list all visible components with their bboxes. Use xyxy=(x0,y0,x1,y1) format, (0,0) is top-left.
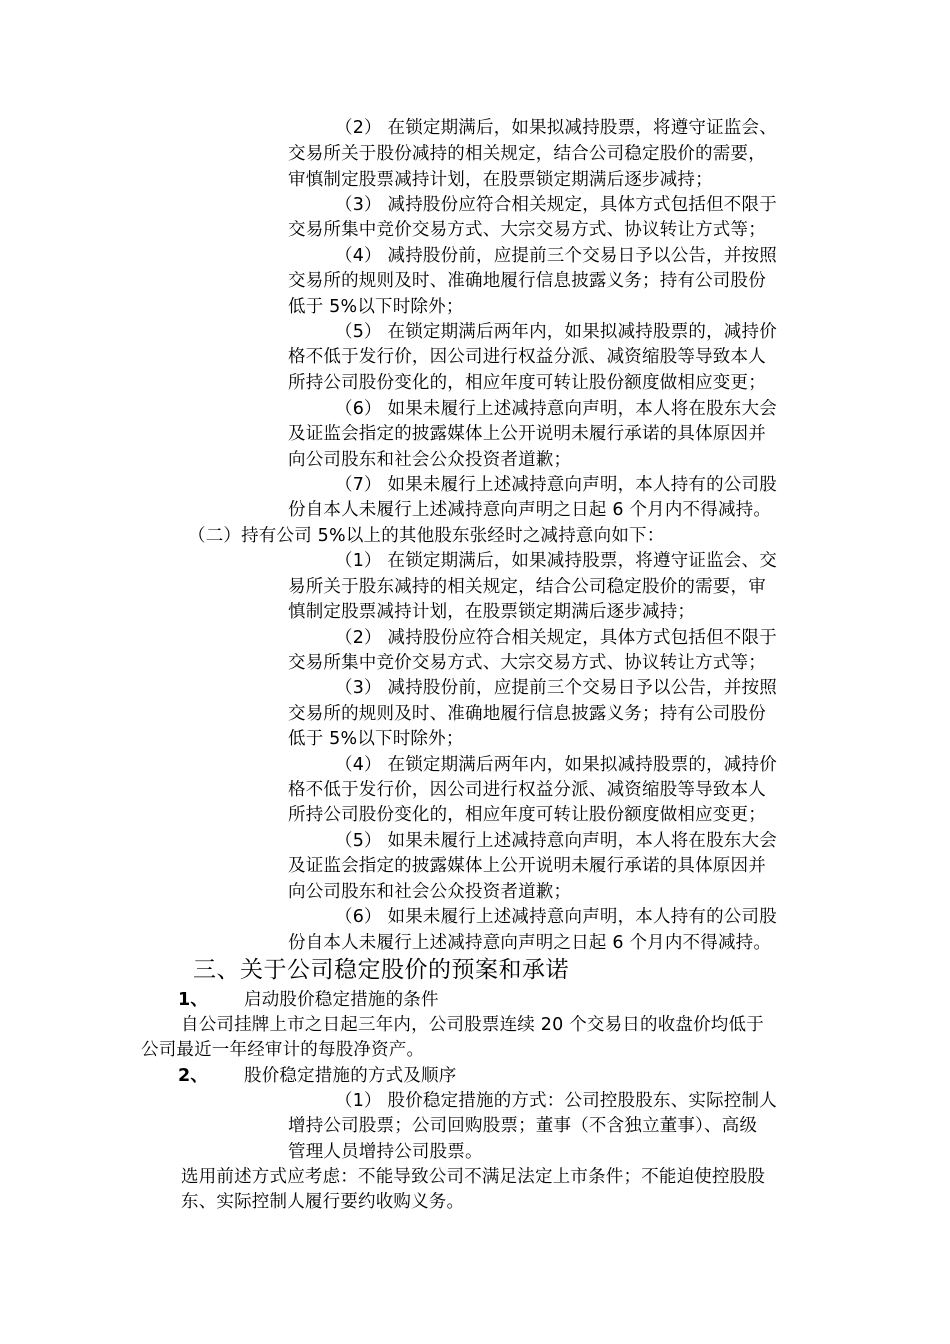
s1-item6-line1: （6） 如果未履行上述减持意向声明，本人将在股东大会 xyxy=(335,399,777,419)
s1-item6-line3: 向公司股东和社会公众投资者道歉； xyxy=(288,450,572,470)
s2-item3-line3: 低于 5%以下时除外； xyxy=(288,729,464,749)
section-three-heading: 三、关于公司稳定股价的预案和承诺 xyxy=(193,957,569,983)
s2-item1-line3: 慎制定股票减持计划，在股票锁定期满后逐步减持； xyxy=(288,602,696,622)
item2-note-line2: 东、实际控制人履行要约收购义务。 xyxy=(181,1192,465,1212)
s2-item2-line2: 交易所集中竞价交易方式、大宗交易方式、协议转让方式等； xyxy=(288,653,766,673)
s1-item7-line2: 份自本人未履行上述减持意向声明之日起 6 个月内不得减持。 xyxy=(288,500,772,520)
s1-item2-line2: 交易所关于股份减持的相关规定，结合公司稳定股价的需要， xyxy=(288,144,766,164)
s1-item5-line2: 格不低于发行价，因公司进行权益分派、减资缩股等导致本人 xyxy=(288,347,766,367)
s1-item5-line1: （5） 在锁定期满后两年内，如果拟减持股票的，减持价 xyxy=(335,322,777,342)
s2-item2-line1: （2） 减持股份应符合相关规定，具体方式包括但不限于 xyxy=(335,628,777,648)
subheading-two: （二）持有公司 5%以上的其他股东张经时之减持意向如下： xyxy=(188,526,665,546)
s1-item3-line2: 交易所集中竞价交易方式、大宗交易方式、协议转让方式等； xyxy=(288,220,766,240)
item2-sub-line1: （1） 股价稳定措施的方式：公司控股股东、实际控制人 xyxy=(335,1091,777,1111)
s2-item4-line3: 所持公司股份变化的，相应年度可转让股份额度做相应变更； xyxy=(288,805,766,825)
s1-item4-line1: （4） 减持股份前，应提前三个交易日予以公告，并按照 xyxy=(335,246,777,266)
item1-body-line1: 自公司挂牌上市之日起三年内，公司股票连续 20 个交易日的收盘价均低于 xyxy=(181,1015,764,1035)
item1-title: 启动股价稳定措施的条件 xyxy=(244,990,439,1010)
item1-body-line2: 公司最近一年经审计的每股净资产。 xyxy=(141,1040,425,1060)
s2-item5-line3: 向公司股东和社会公众投资者道歉； xyxy=(288,882,572,902)
s1-item5-line3: 所持公司股份变化的，相应年度可转让股份额度做相应变更； xyxy=(288,373,766,393)
s2-item6-line1: （6） 如果未履行上述减持意向声明，本人持有的公司股 xyxy=(335,907,777,927)
s1-item2-line3: 审慎制定股票减持计划，在股票锁定期满后逐步减持； xyxy=(288,170,713,190)
s2-item4-line1: （4） 在锁定期满后两年内，如果拟减持股票的，减持价 xyxy=(335,755,777,775)
item2-sub-line3: 管理人员增持公司股票。 xyxy=(288,1142,483,1162)
s2-item3-line2: 交易所的规则及时、准确地履行信息披露义务；持有公司股份 xyxy=(288,704,766,724)
s1-item6-line2: 及证监会指定的披露媒体上公开说明未履行承诺的具体原因并 xyxy=(288,424,766,444)
item2-title: 股价稳定措施的方式及顺序 xyxy=(244,1066,457,1086)
s1-item4-line2: 交易所的规则及时、准确地履行信息披露义务；持有公司股份 xyxy=(288,271,766,291)
s2-item4-line2: 格不低于发行价，因公司进行权益分派、减资缩股等导致本人 xyxy=(288,780,766,800)
item2-number: 2、 xyxy=(178,1066,209,1086)
s2-item5-line2: 及证监会指定的披露媒体上公开说明未履行承诺的具体原因并 xyxy=(288,856,766,876)
s2-item1-line2: 易所关于股东减持的相关规定，结合公司稳定股价的需要，审 xyxy=(288,577,766,597)
s1-item2-line1: （2） 在锁定期满后，如果拟减持股票，将遵守证监会、 xyxy=(335,118,777,138)
item1-number: 1、 xyxy=(178,990,209,1010)
s1-item3-line1: （3） 减持股份应符合相关规定，具体方式包括但不限于 xyxy=(335,195,777,215)
item2-note-line1: 选用前述方式应考虑：不能导致公司不满足法定上市条件；不能迫使控股股 xyxy=(181,1167,766,1187)
s2-item1-line1: （1） 在锁定期满后，如果减持股票，将遵守证监会、交 xyxy=(335,551,777,571)
s2-item6-line2: 份自本人未履行上述减持意向声明之日起 6 个月内不得减持。 xyxy=(288,933,772,953)
s2-item5-line1: （5） 如果未履行上述减持意向声明，本人将在股东大会 xyxy=(335,831,777,851)
s1-item7-line1: （7） 如果未履行上述减持意向声明，本人持有的公司股 xyxy=(335,475,777,495)
s2-item3-line1: （3） 减持股份前，应提前三个交易日予以公告，并按照 xyxy=(335,678,777,698)
s1-item4-line3: 低于 5%以下时除外； xyxy=(288,297,464,317)
item2-sub-line2: 增持公司股票；公司回购股票；董事（不含独立董事）、高级 xyxy=(288,1116,758,1136)
